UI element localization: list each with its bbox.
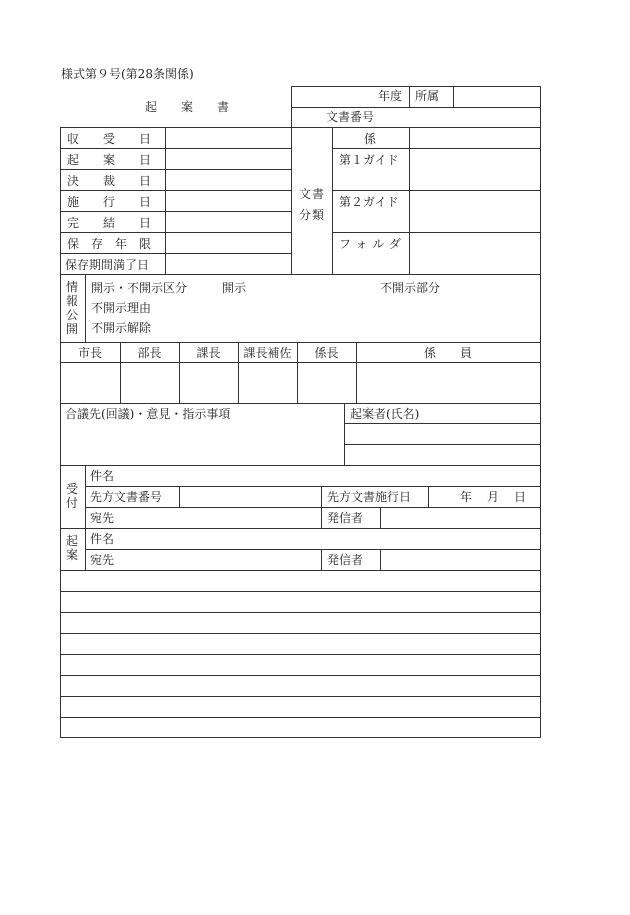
rule <box>60 190 291 191</box>
assistant-chief-header: 課長補佐 <box>243 346 292 360</box>
rule <box>380 507 381 528</box>
rule <box>291 86 540 87</box>
guide1-label: 第１ガイド <box>339 153 399 167</box>
body-line <box>60 696 540 697</box>
body-line <box>60 717 540 718</box>
classification-label: 文書分類 <box>298 187 325 222</box>
body-line <box>60 654 540 655</box>
rule <box>60 362 540 363</box>
consultation-label: 合議先(回議)・意見・指示事項 <box>65 407 231 421</box>
rule <box>60 342 540 343</box>
draft-sender-label: 発信者 <box>327 553 364 567</box>
rule <box>60 232 291 233</box>
guide2-label: 第２ガイド <box>339 195 399 209</box>
enforcement-date-label: 施 行 日 <box>67 195 152 209</box>
section-label: 係 <box>364 132 377 146</box>
rule <box>380 549 381 570</box>
rule <box>540 86 541 738</box>
document-title: 起 案 書 <box>145 100 236 114</box>
rule <box>453 86 454 107</box>
rule <box>321 486 322 528</box>
rule <box>60 127 540 128</box>
receipt-section-label: 受付 <box>65 482 78 510</box>
decision-date-label: 決 裁 日 <box>67 174 152 188</box>
staff-header: 係 員 <box>423 346 472 360</box>
rule <box>165 127 166 274</box>
year-label: 年 <box>460 490 473 504</box>
rule <box>85 507 540 508</box>
rule <box>60 169 291 170</box>
rule <box>409 86 410 107</box>
body-line <box>60 737 541 738</box>
disclosure-category-label: 開示・不開示区分 <box>91 281 188 295</box>
rule <box>344 444 540 445</box>
rule <box>344 403 345 465</box>
draft-date-label: 起 案 日 <box>67 153 152 167</box>
rule <box>60 528 540 529</box>
receipt-sender-label: 発信者 <box>327 511 364 525</box>
sender-doc-number-label: 先方文書番号 <box>90 490 163 504</box>
director-header: 部長 <box>137 346 162 360</box>
department-label: 所属 <box>415 89 440 103</box>
rule <box>332 190 540 191</box>
day-label: 日 <box>514 490 527 504</box>
rule <box>428 486 429 507</box>
section-chief-header: 課長 <box>196 346 221 360</box>
rule <box>85 486 540 487</box>
draft-addressee-label: 宛先 <box>90 553 115 567</box>
sender-doc-date-label: 先方文書施行日 <box>327 490 412 504</box>
month-label: 月 <box>487 490 500 504</box>
rule <box>60 253 291 254</box>
disclosure-option: 開示 <box>222 281 247 295</box>
rule <box>60 403 540 404</box>
rule <box>332 148 540 149</box>
rule <box>60 127 61 738</box>
retention-expiry-label: 保存期間満了日 <box>65 258 150 272</box>
completion-date-label: 完 結 日 <box>67 216 152 230</box>
rule <box>291 86 292 274</box>
draft-subject-label: 件名 <box>90 532 115 546</box>
drafter-label: 起案者(氏名) <box>350 407 420 421</box>
rule <box>60 465 540 466</box>
document-number-label: 文書番号 <box>326 110 375 124</box>
rule <box>344 423 540 424</box>
rule <box>60 274 540 275</box>
body-line <box>60 591 540 592</box>
rule <box>332 232 540 233</box>
body-line <box>60 675 540 676</box>
folder-label: フォルダ <box>339 237 406 251</box>
receipt-subject-label: 件名 <box>90 469 115 483</box>
non-disclosure-part-label: 不開示部分 <box>380 281 441 295</box>
rule <box>85 465 86 570</box>
rule <box>291 107 540 108</box>
rule <box>409 127 410 274</box>
retention-period-label: 保 存 年 限 <box>67 237 152 251</box>
form-number: 様式第９号(第28条関係) <box>61 67 194 81</box>
body-line <box>60 612 540 613</box>
rule <box>60 570 540 571</box>
receipt-date-label: 収 受 日 <box>67 132 152 146</box>
mayor-header: 市長 <box>77 346 102 360</box>
body-line <box>60 633 540 634</box>
rule <box>321 549 322 570</box>
rule <box>85 274 86 342</box>
non-disclosure-release-label: 不開示解除 <box>91 321 152 335</box>
rule <box>332 127 333 274</box>
rule <box>85 549 540 550</box>
rule <box>60 211 291 212</box>
receipt-addressee-label: 宛先 <box>90 511 115 525</box>
subsection-chief-header: 係長 <box>314 346 339 360</box>
draft-section-label: 起案 <box>65 534 78 562</box>
non-disclosure-reason-label: 不開示理由 <box>91 301 152 315</box>
fiscal-year-label: 年度 <box>378 89 403 103</box>
rule <box>179 486 180 507</box>
disclosure-label: 情報公開 <box>65 280 78 336</box>
rule <box>60 148 291 149</box>
